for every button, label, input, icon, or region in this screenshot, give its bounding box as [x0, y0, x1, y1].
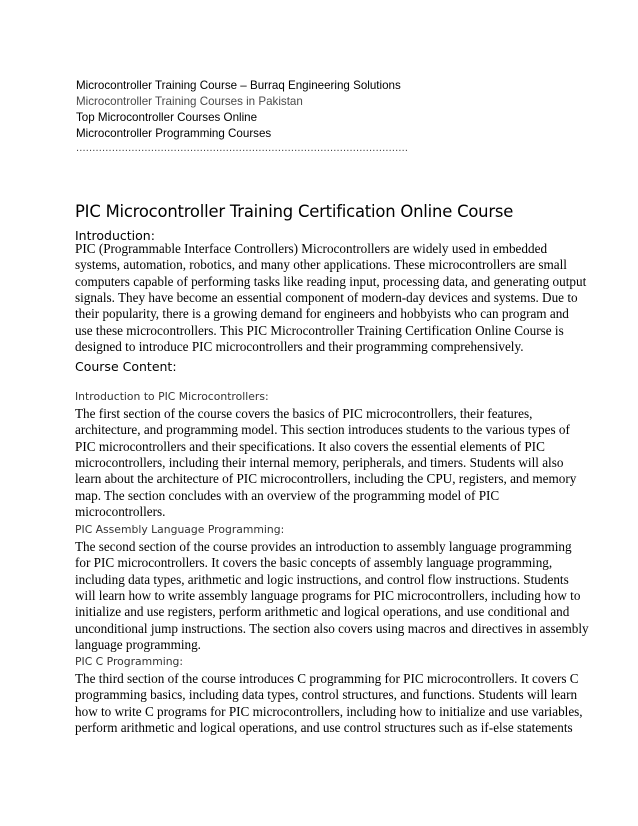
- section-line: including data types, arithmetic and logic instructions, and control flow instructions. Students: [75, 571, 569, 587]
- course-content-heading: Course Content:: [75, 359, 177, 374]
- link-top-courses-online[interactable]: Top Microcontroller Courses Online: [76, 111, 258, 124]
- link-burraq-course[interactable]: Microcontroller Training Course – Burraq Engineering Solutions: [76, 79, 401, 92]
- related-links: [76, 78, 576, 142]
- section-paragraph-intro-pic: [75, 406, 577, 520]
- intro-line: signals. They have become an essential component of modern-day devices and systems. Due to: [75, 290, 578, 306]
- section-line: unconditional jump instructions. The section also covers using macros and directives in assembly: [75, 620, 589, 636]
- section-paragraph-assembly: [75, 539, 589, 653]
- link-programming-courses[interactable]: Microcontroller Programming Courses: [76, 127, 272, 140]
- section-line: microcontrollers, including their internal memory, peripherals, and timers. Students will also: [75, 455, 564, 471]
- section-line: The third section of the course introduces C programming for PIC microcontrollers. It covers C: [75, 671, 579, 686]
- section-heading-assembly: PIC Assembly Language Programming:: [75, 523, 285, 536]
- section-line: learn about the architecture of PIC microcontrollers, including the CPU, registers, and memory: [75, 471, 577, 487]
- intro-line: use these microcontrollers. This PIC Microcontroller Training Certification Online Course is: [75, 322, 564, 338]
- section-line: initialize and use registers, perform arithmetic and logical operations, and use conditional and: [75, 604, 570, 620]
- section-line: language programming.: [75, 637, 201, 653]
- section-line: map. The section concludes with an overview of the programming model of PIC: [75, 487, 500, 503]
- section-line: The second section of the course provides an introduction to assembly language programming: [75, 539, 572, 554]
- intro-line: computers capable of performing tasks like reading input, processing data, and generating output: [75, 273, 587, 289]
- section-line: perform arithmetic and logical operations, and use control structures such as if-else statements: [75, 720, 573, 736]
- intro-line: PIC (Programmable Interface Controllers) Microcontrollers are widely used in embedded: [75, 241, 548, 256]
- section-paragraph-c-programming: [75, 671, 583, 736]
- section-line: for PIC microcontrollers. It covers the basic concepts of assembly language programming,: [75, 555, 553, 571]
- dotted-separator: ......................................................................................................: [76, 142, 409, 154]
- page-title: PIC Microcontroller Training Certification Online Course: [75, 202, 514, 221]
- section-line: will learn how to write assembly language programs for PIC microcontrollers, including how to: [75, 588, 581, 604]
- intro-line: systems, automation, robotics, and many other applications. These microcontrollers are small: [75, 257, 567, 273]
- intro-heading: Introduction:: [75, 228, 155, 243]
- section-line: microcontrollers.: [75, 504, 166, 520]
- section-line: how to write C programs for PIC microcontrollers, including how to initialize and use variables,: [75, 703, 583, 719]
- intro-line: their popularity, there is a growing demand for engineers and hobbyists who can program and: [75, 306, 569, 322]
- section-line: programming basics, including data types, control structures, and functions. Students will learn: [75, 687, 578, 703]
- link-courses-pakistan[interactable]: Microcontroller Training Courses in Pakistan: [76, 95, 303, 108]
- section-heading-intro-pic: Introduction to PIC Microcontrollers:: [75, 390, 269, 403]
- section-heading-c-programming: PIC C Programming:: [75, 655, 184, 668]
- section-line: The first section of the course covers the basics of PIC microcontrollers, their features,: [75, 406, 533, 421]
- intro-line: designed to introduce PIC microcontrollers and their programming comprehensively.: [75, 339, 524, 355]
- section-line: PIC microcontrollers and their specifications. It also covers the essential elements of PIC: [75, 438, 545, 454]
- section-line: architecture, and programming model. This section introduces students to the various types of: [75, 422, 570, 438]
- intro-paragraph: [75, 241, 587, 355]
